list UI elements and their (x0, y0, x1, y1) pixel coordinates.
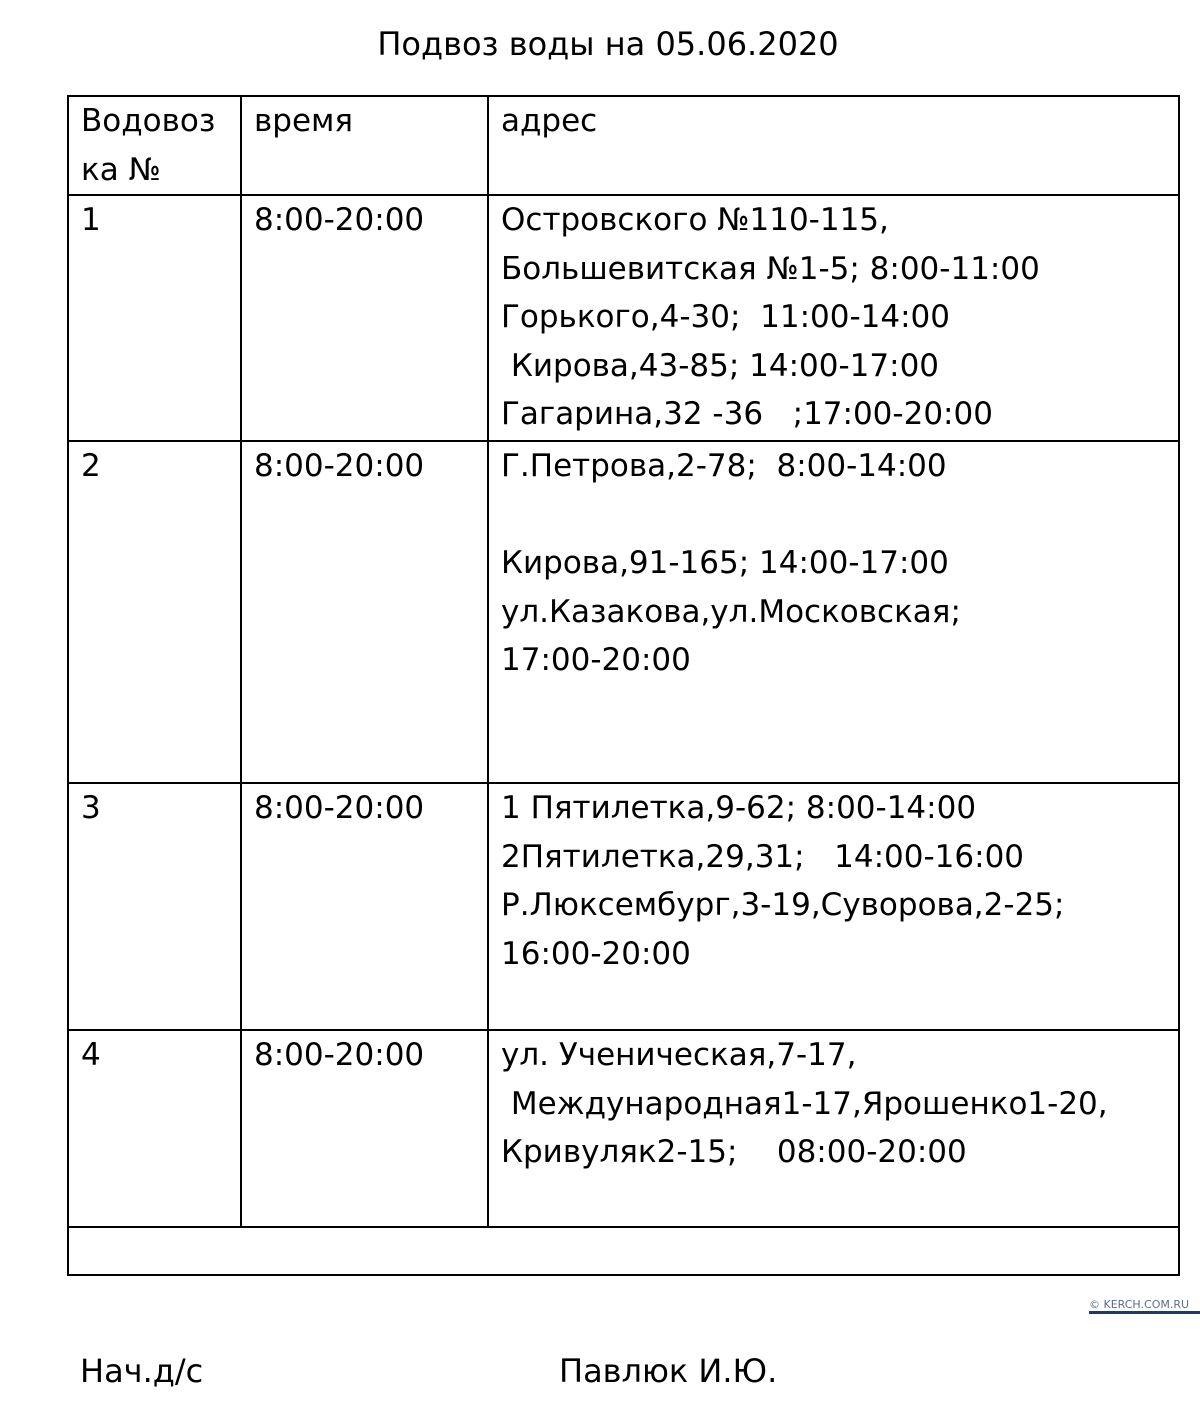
truck-number: 1 (81, 202, 101, 238)
header-truck-number (68, 96, 241, 195)
table-empty-row (68, 1227, 1179, 1275)
address-line: Кривуляк2-15; 08:00-20:00 (501, 1134, 967, 1170)
address-line: Островского №110-115, (501, 202, 889, 238)
water-delivery-table (67, 95, 1180, 1276)
address-line: Кирова,43-85; 14:00-17:00 (501, 347, 940, 384)
address-line: Горького,4-30; 11:00-14:00 (501, 299, 950, 335)
address-line: 16:00-20:00 (501, 935, 691, 972)
table-row (68, 195, 1179, 441)
address-line: Г.Петрова,2-78; 8:00-14:00 (501, 448, 947, 484)
truck-number: 4 (81, 1037, 101, 1073)
address-cell (488, 441, 1179, 783)
address-line: 2Пятилетка,29,31; 14:00-16:00 (501, 838, 1025, 875)
address-line: ул. Ученическая,7-17, (501, 1037, 857, 1073)
truck-number-cell (68, 195, 241, 441)
address-cell (488, 195, 1179, 441)
signature-position: Нач.д/с (80, 1352, 204, 1390)
truck-number-cell (68, 1030, 241, 1227)
signature-name: Павлюк И.Ю. (559, 1352, 778, 1390)
watermark-underline (1089, 1311, 1200, 1314)
time-cell (241, 1030, 488, 1227)
delivery-time: 8:00-20:00 (254, 790, 425, 826)
truck-number-cell (68, 441, 241, 783)
address-line: Р.Люксембург,3-19,Суворова,2-25; (501, 887, 1065, 923)
address-line (501, 491, 1166, 540)
address-line: ул.Казакова,ул.Московская; (501, 593, 961, 630)
address-cell (488, 1030, 1179, 1227)
address-line: Кирова,91-165; 14:00-17:00 (501, 545, 949, 581)
address-line: Международная1-17,Ярошенко1-20, (501, 1085, 1108, 1122)
address-line: 1 Пятилетка,9-62; 8:00-14:00 (501, 790, 977, 826)
header-truck-line: ка № (81, 151, 161, 188)
time-cell (241, 783, 488, 1030)
truck-number: 2 (81, 448, 101, 484)
truck-number: 3 (81, 790, 101, 826)
address-cell (488, 783, 1179, 1030)
time-cell (241, 441, 488, 783)
time-cell (241, 195, 488, 441)
delivery-time: 8:00-20:00 (254, 202, 425, 238)
table-row (68, 441, 1179, 783)
header-address-label: адрес (501, 103, 598, 139)
address-line: Гагарина,32 -36 ;17:00-20:00 (501, 396, 993, 432)
header-address (488, 96, 1179, 195)
table-row (68, 783, 1179, 1030)
document-title: Подвоз воды на 05.06.2020 (377, 25, 839, 63)
address-line: 17:00-20:00 (501, 642, 691, 678)
table-header-row (68, 96, 1179, 195)
header-time-label: время (254, 103, 354, 139)
truck-number-cell (68, 783, 241, 1030)
empty-cell (68, 1227, 1179, 1275)
header-truck-line: Водовоз (81, 103, 216, 139)
watermark: © KERCH.COM.RU (1089, 1298, 1190, 1311)
header-time (241, 96, 488, 195)
delivery-time: 8:00-20:00 (254, 1037, 425, 1073)
delivery-time: 8:00-20:00 (254, 448, 425, 484)
table-row (68, 1030, 1179, 1227)
address-line: Большевитская №1-5; 8:00-11:00 (501, 250, 1040, 287)
